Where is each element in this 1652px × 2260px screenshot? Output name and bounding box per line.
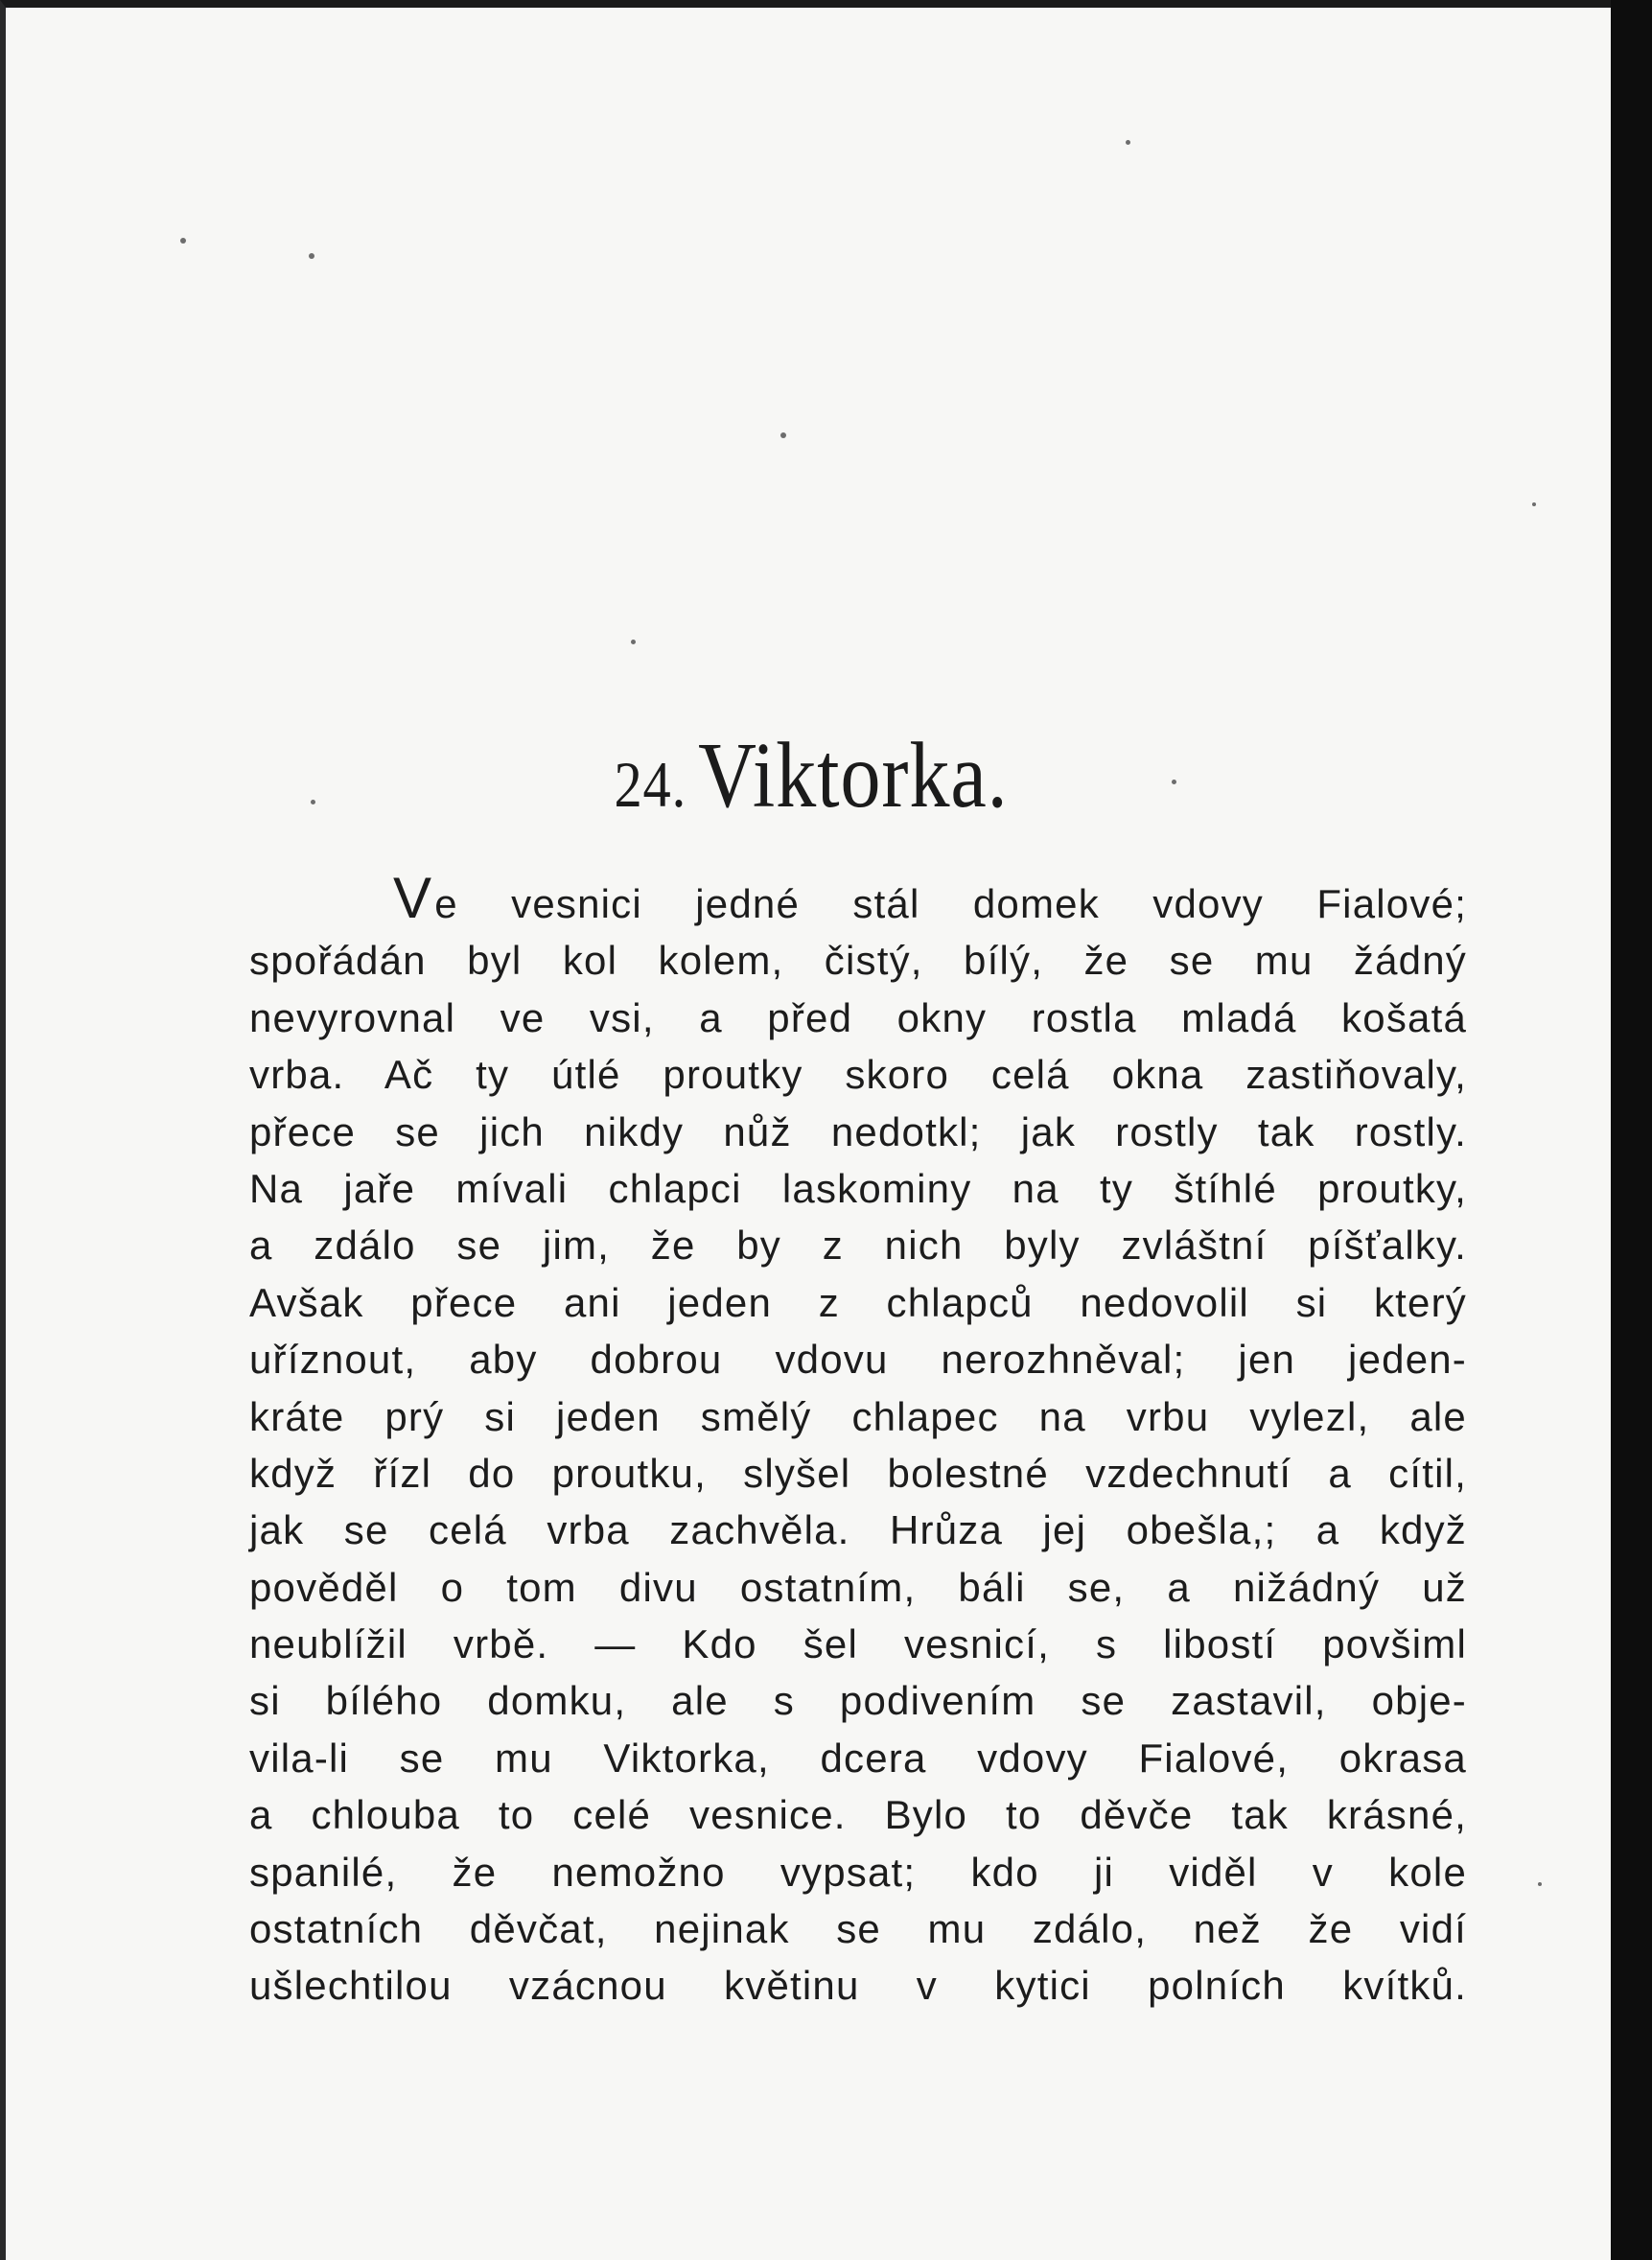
paper-speck [780,432,786,438]
paper-speck [1126,140,1130,145]
text-line: jak se celá vrba zachvěla. Hrůza jej obešla,; a když [249,1507,1467,1553]
scan-edge [1611,0,1652,2260]
paper-speck [1172,780,1176,784]
text-line: spanilé, že nemožno vypsat; kdo ji viděl v kole [249,1849,1467,1895]
chapter-heading [119,722,1504,829]
paper-speck [309,253,314,259]
paper-speck [1538,1882,1542,1886]
text-line: Na jaře mívali chlapci laskominy na ty štíhlé proutky, [249,1165,1467,1211]
text-line: pověděl o tom divu ostatním, báli se, a nižádný už [249,1564,1467,1610]
text-line: si bílého domku, ale s podivením se zastavil, obje- [249,1678,1467,1724]
text-line: Avšak přece ani jeden z chlapců nedovolil si který [249,1279,1467,1325]
text-line: vrba. Ač ty útlé proutky skoro celá okna zastiňovaly, [249,1052,1467,1098]
text-line: a zdálo se jim, že by z nich byly zvláštní píšťalky. [249,1223,1467,1269]
text-line: když řízl do proutku, slyšel bolestné vzdechnutí a cítil, [249,1450,1467,1496]
text-line: vila-li se mu Viktorka, dcera vdovy Fialové, okrasa [249,1735,1467,1781]
drop-cap: V [393,866,433,930]
text-line: a chlouba to celé vesnice. Bylo to děvče tak krásné, [249,1792,1467,1838]
paper-speck [180,238,186,244]
text-line: ostatních děvčat, nejinak se mu zdálo, než že vidí [249,1906,1467,1952]
text-line: ušlechtilou vzácnou květinu v kytici polních kvítků. [249,1963,1467,2009]
text-line: nevyrovnal ve vsi, a před okny rostla mladá košatá [249,994,1467,1040]
text-line: Ve vesnici jedné stál domek vdovy Fialové; [393,866,1467,930]
chapter-number: 24. [614,748,687,821]
text-line: přece se jich nikdy nůž nedotkl; jak rostly tak rostly. [249,1108,1467,1154]
paper-speck [311,800,315,804]
text-line: spořádán byl kol kolem, čistý, bílý, že se mu žádný [249,938,1467,984]
body-text [249,866,1467,2015]
paper-speck [631,640,636,644]
text-line: neublížil vrbě. — Kdo šel vesnicí, s libostí povšiml [249,1621,1467,1667]
paper-speck [1532,502,1536,506]
text-line: kráte prý si jeden smělý chlapec na vrbu vylezl, ale [249,1393,1467,1439]
chapter-title: Viktorka. [698,724,1009,827]
text-line: uříznout, aby dobrou vdovu nerozhněval; jen jeden- [249,1337,1467,1383]
